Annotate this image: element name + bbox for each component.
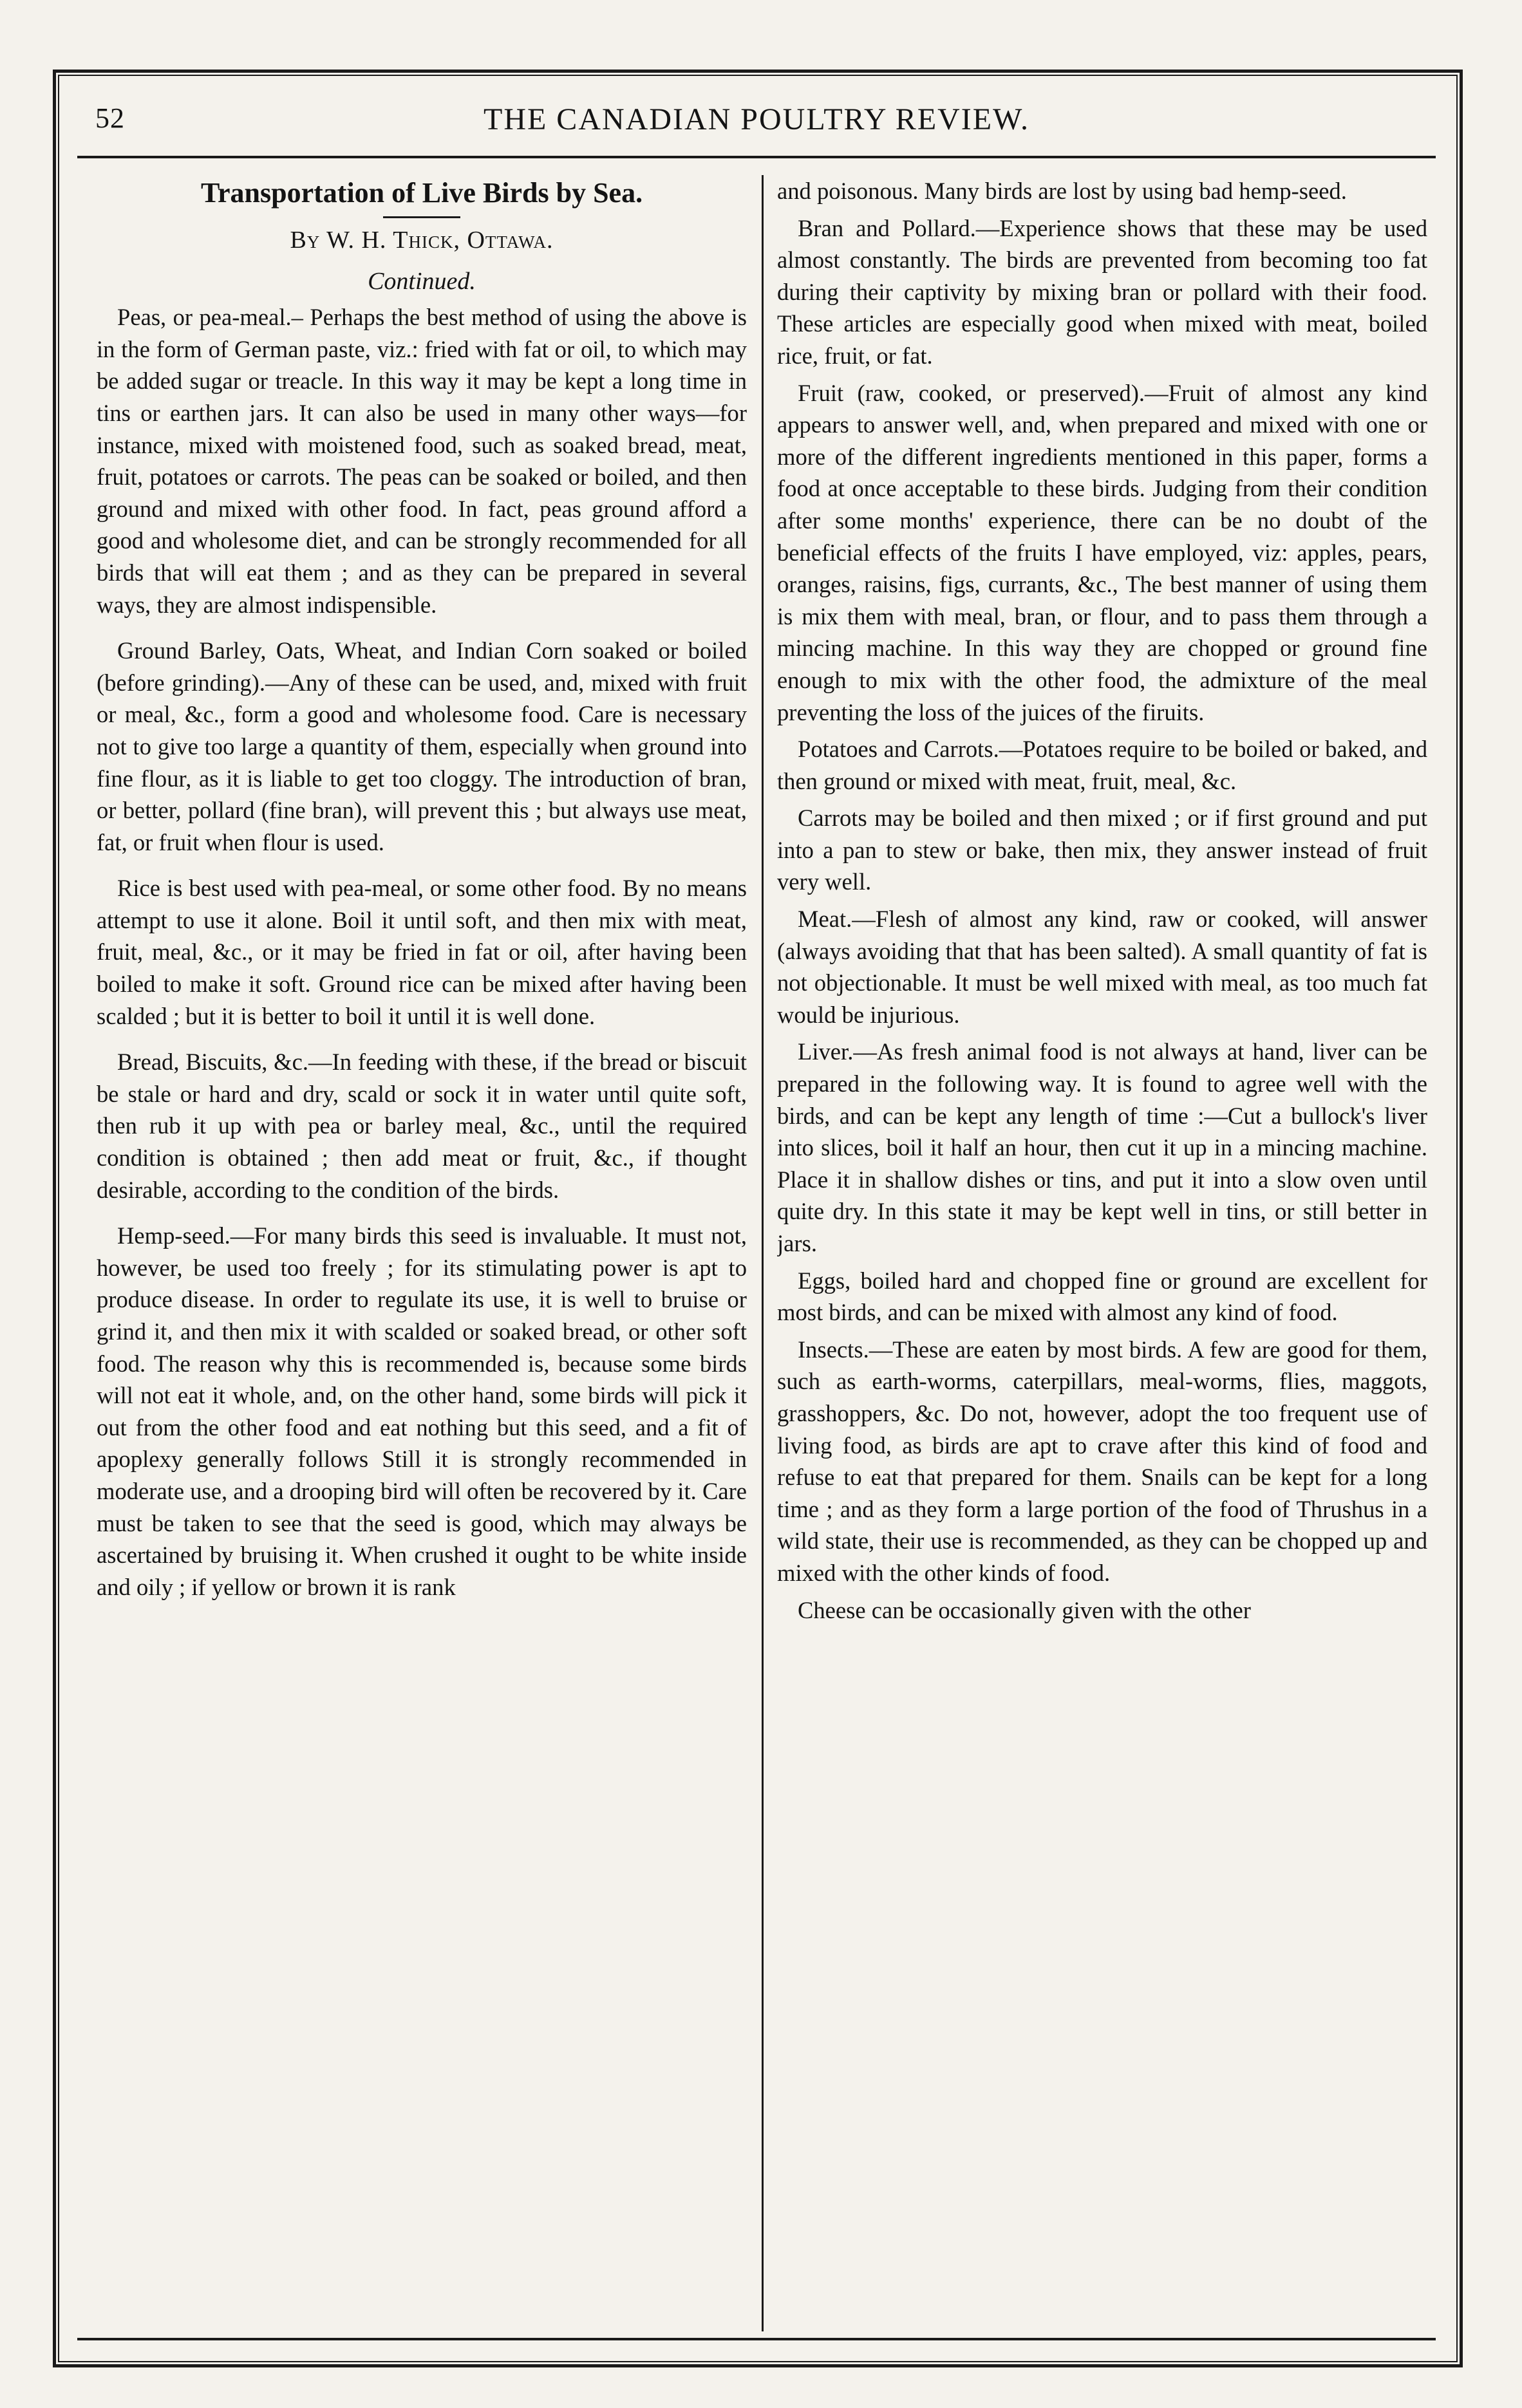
paragraph-liver: Liver.—As fresh animal food is not always at hand, liver can be prepared in the following way. It is found to agree well with the birds, and can be kept any length of time :—Cut a bullock's liver into slices, boil it half an hour, then cut it up in a mincing machine. Place it in shallow dishes or tins, and put it into a slow oven until quite dry. In this state it may be kept well in tins, or still better in jars. xyxy=(777,1038,1427,1256)
journal-title: THE CANADIAN POULTRY REVIEW. xyxy=(484,102,1029,136)
title-rule xyxy=(383,216,460,218)
page-header xyxy=(77,102,1436,153)
right-column xyxy=(777,175,1427,2325)
paragraph-peas: Peas, or pea-meal.– Perhaps the best method of using the above is in the form of German paste, viz.: fried with fat or oil, to which may be added sugar or treacle. In this way it may be kept a long time in tins or earthen jars. It can also be used in many other ways—for instance, mixed with moistened food, such as soaked bread, meat, fruit, potatoes or carrots. The peas can be soaked or boiled, and then ground and mixed with other food. In fact, peas ground afford a good and wholesome diet, and can be strongly recommended for all birds that will eat them ; and as they can be prepared in several ways, they are almost indispensible. xyxy=(97,304,747,618)
paragraph-bran-pollard: Bran and Pollard.—Experience shows that these may be used almost constantly. The birds are prevented from becoming too fat during their captivity by mixing bran or pollard with their food. These articles are especially good when mixed with meat, boiled rice, fruit, or fat. xyxy=(777,214,1427,369)
paragraph-cheese: Cheese can be occasionally given with the other xyxy=(798,1596,1251,1623)
paragraph-meat: Meat.—Flesh of almost any kind, raw or cooked, will answer (always avoiding that that has been salted). A small quantity of fat is not objectionable. It must be well mixed with meal, as too much fat would be injurious. xyxy=(777,906,1427,1028)
continued-label: Continued. xyxy=(368,267,476,295)
paragraph-insects: Insects.—These are eaten by most birds. A few are good for them, such as earth-worms, caterpillars, meal-worms, flies, maggots, grasshoppers, &c. Do not, however, adopt the too frequent use of living food, as birds are apt to crave after this kind of food and refuse to eat that prepared for them. Snails can be kept for a long time ; and as they form a large portion of the food of Thrushus in a wild state, their use is recommended, as they can be chopped up and mixed with the other kinds of food. xyxy=(777,1336,1427,1586)
left-column xyxy=(97,175,747,2325)
paragraph-hemp-seed-continued: and poisonous. Many birds are lost by using bad hemp-seed. xyxy=(777,178,1347,204)
article-title: Transportation of Live Birds by Sea. xyxy=(200,177,643,209)
bottom-rule xyxy=(77,2338,1436,2340)
article-byline: By W. H. Thick, Ottawa. xyxy=(290,227,554,254)
paragraph-carrots: Carrots may be boiled and then mixed ; or if first ground and put into a pan to stew or bake, then mix, they answer instead of fruit very well. xyxy=(777,805,1427,895)
paragraph-ground-barley: Ground Barley, Oats, Wheat, and Indian Corn soaked or boiled (before grinding).—Any of these can be used, and, mixed with fruit or meal, &c., form a good and wholesome food. Care is necessary not to give too large a quantity of them, especially when ground into fine flour, as it is liable to get too cloggy. The introduction of bran, or better, pollard (fine bran), will prevent this ; but always use meat, fat, or fruit when flour is used. xyxy=(97,637,747,855)
page-number: 52 xyxy=(95,102,125,134)
paragraph-hemp-seed: Hemp-seed.—For many birds this seed is invaluable. It must not, however, be used too freely ; for its stimulating power is apt to produce disease. In order to regulate its use, it is well to bruise or grind it, and then mix it with scalded or soaked bread, or other soft food. The reason why this is recommended is, because some birds will not eat it whole, and, on the other hand, some birds will pick it out from the other food and eat nothing but this seed, and a fit of apoplexy generally follows Still it is strongly recommended in moderate use, and a drooping bird will often be recovered by it. Care must be taken to see that the seed is good, which may always be ascertained by bruising it. When crushed it ought to be white inside and oily ; if yellow or brown it is rank xyxy=(97,1222,747,1600)
paragraph-fruit: Fruit (raw, cooked, or preserved).—Fruit of almost any kind appears to answer well, and, when prepared and mixed with one or more of the different ingredients mentioned in this paper, forms a food at once acceptable to these birds. Judging from their condition after some months' experience, there can be no doubt of the beneficial effects of the fruits I have employed, viz: apples, pears, oranges, raisins, figs, currants, &c., The best manner of using them is mix them with meal, bran, or flour, and to pass them through a mincing machine. In this way they are chopped or ground fine enough to mix with the other food, the admixture of the meal preventing the loss of the juices of the firuits. xyxy=(777,379,1427,725)
header-rule xyxy=(77,156,1436,158)
paragraph-rice: Rice is best used with pea-meal, or some other food. By no means attempt to use it alone. Boil it until soft, and then mix with meat, fruit, meal, &c., or it may be fried in fat or oil, after having been boiled to make it soft. Ground rice can be mixed after having been scalded ; but it is better to boil it until it is well done. xyxy=(97,875,747,1029)
column-divider xyxy=(762,175,764,2331)
paragraph-potatoes-carrots: Potatoes and Carrots.—Potatoes require to be boiled or baked, and then ground or mixed with meat, fruit, meal, &c. xyxy=(777,736,1427,794)
paragraph-bread-biscuits: Bread, Biscuits, &c.—In feeding with these, if the bread or biscuit be stale or hard and dry, scald or sock it in water until quite soft, then rub it up with pea or barley meal, &c., until the required condition is obtained ; then add meat or fruit, &c., if thought desirable, according to the condition of the birds. xyxy=(97,1049,747,1203)
paragraph-eggs: Eggs, boiled hard and chopped fine or ground are excellent for most birds, and can be mixed with almost any kind of food. xyxy=(777,1267,1427,1326)
